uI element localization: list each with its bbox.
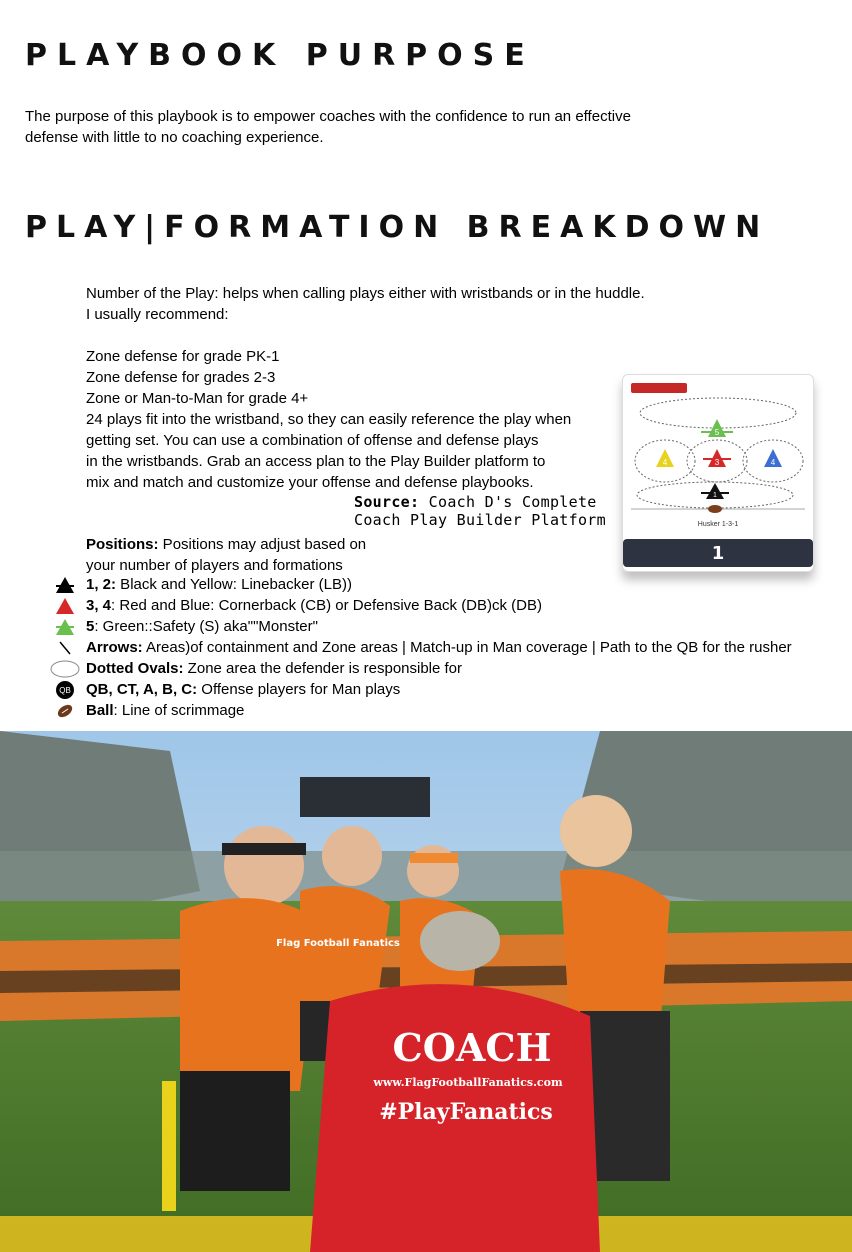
legend-item: Dotted Ovals: Zone area the defender is responsible for [50, 658, 792, 679]
breakdown-text [86, 283, 706, 493]
play-card [622, 374, 814, 572]
play-diagram [623, 375, 813, 525]
breakdown-line: Zone defense for grade PK-1 [86, 348, 280, 365]
football-icon [50, 700, 80, 721]
svg-text:4: 4 [662, 458, 668, 467]
page-title-purpose: PLAYBOOK PURPOSE [25, 38, 535, 73]
legend-item: 1, 2: Black and Yellow: Linebacker (LB)) [50, 574, 792, 595]
source-line1: Coach D's Complete [419, 493, 597, 511]
black-triangle-icon [50, 574, 80, 595]
arrow-line-icon [50, 637, 80, 658]
green-triangle-icon [50, 616, 80, 637]
legend-item: 5: Green::Safety (S) aka""Monster" [50, 616, 792, 637]
shirt-url-text: www.FlagFootballFanatics.com [373, 1076, 563, 1089]
source-credit [354, 493, 606, 529]
source-line2: Coach Play Builder Platform [354, 511, 606, 529]
play-number-badge: 1 [623, 539, 813, 567]
svg-text:QB: QB [59, 685, 71, 695]
brand-tag [631, 383, 687, 393]
legend-item: Arrows: Areas)of containment and Zone areas | Match-up in Man coverage | Path to the QB for the rusher [50, 637, 792, 658]
breakdown-line: I usually recommend: [86, 306, 229, 323]
qb-circle-icon [50, 679, 80, 700]
player-red-icon [703, 449, 731, 467]
section-title-breakdown: PLAY|FORMATION BREAKDOWN [25, 210, 770, 245]
svg-text:5: 5 [714, 428, 720, 437]
breakdown-line: getting set. You can use a combination of offense and defense plays [86, 432, 539, 449]
shirt-coach-text: COACH [392, 1025, 552, 1070]
positions-line1: Positions may adjust based on [158, 536, 367, 553]
dotted-oval-icon [50, 658, 80, 679]
legend-item: Ball: Line of scrimmage [50, 700, 792, 721]
source-label: Source: [354, 493, 420, 511]
breakdown-line: in the wristbands. Grab an access plan to the Play Builder platform to [86, 453, 546, 470]
svg-text:1: 1 [713, 492, 717, 499]
breakdown-line: Number of the Play: helps when calling plays either with wristbands or in the huddle. [86, 285, 645, 302]
play-caption: Husker 1-3-1 [697, 521, 739, 528]
positions-label: Positions: [86, 536, 159, 553]
breakdown-line: Zone or Man-to-Man for grade 4+ [86, 390, 309, 407]
player-yellow-icon [656, 449, 674, 467]
team-photo [0, 731, 852, 1252]
jersey-logo-text: Flag Football Fanatics [276, 938, 400, 949]
svg-text:4: 4 [770, 458, 776, 467]
player-blue-icon [764, 449, 782, 467]
breakdown-line: Zone defense for grades 2-3 [86, 369, 276, 386]
svg-text:3: 3 [714, 458, 720, 467]
legend-item: 3, 4: Red and Blue: Cornerback (CB) or Defensive Back (DB)ck (DB) [50, 595, 792, 616]
purpose-paragraph: The purpose of this playbook is to empower coaches with the confidence to run an effective defense with little to no coaching experience. [25, 108, 631, 146]
shirt-hashtag-text: #PlayFanatics [379, 1099, 553, 1125]
positions-line2: your number of players and formations [86, 557, 343, 574]
breakdown-line: mix and match and customize your offense and defense playbooks. [86, 474, 534, 491]
legend-item: QB QB, CT, A, B, C: Offense players for Man plays [50, 679, 792, 700]
player-rusher-icon [701, 483, 729, 499]
legend-list [50, 574, 792, 721]
red-triangle-icon [50, 595, 80, 616]
football-icon [708, 505, 722, 513]
breakdown-line: 24 plays fit into the wristband, so they can easily reference the play when [86, 411, 572, 428]
photo-illustration [0, 731, 852, 1252]
positions-note [86, 534, 366, 576]
